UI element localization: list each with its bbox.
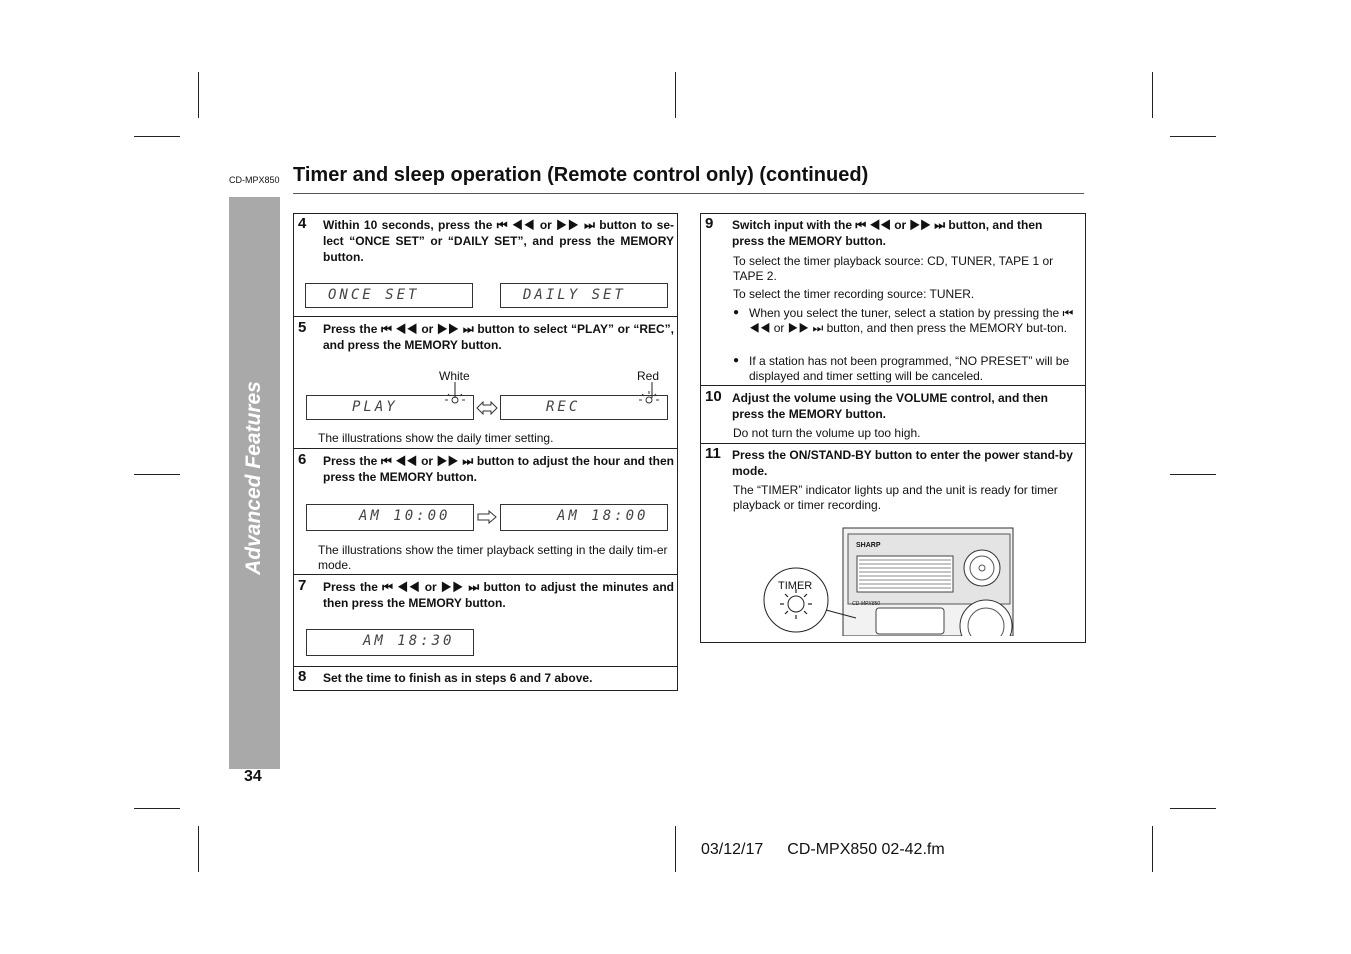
indicator-color-white: White xyxy=(439,369,470,383)
indicator-color-red: Red xyxy=(637,369,660,383)
lcd-am-1800 xyxy=(500,504,668,531)
crop-mark xyxy=(1170,474,1216,475)
crop-mark xyxy=(134,474,180,475)
step-divider xyxy=(293,666,678,667)
step-number: 6 xyxy=(298,451,307,468)
step-divider xyxy=(293,448,678,449)
step-10 xyxy=(705,388,1082,428)
step-6-note: The illustrations show the timer playback setting in the daily tim-er mode. xyxy=(318,543,668,572)
crop-mark xyxy=(134,136,180,137)
step-11 xyxy=(705,445,1082,485)
lcd-daily-set xyxy=(500,283,668,308)
crop-mark xyxy=(675,72,676,118)
step-5 xyxy=(298,319,674,359)
lcd-am-1000 xyxy=(306,504,474,531)
step-10-note: Do not turn the volume up too high. xyxy=(733,426,921,440)
step-9 xyxy=(705,215,1082,255)
step-instruction: Set the time to finish as in steps 6 and 7 above. xyxy=(323,671,593,685)
step-number: 10 xyxy=(705,388,722,405)
step-instruction: Within 10 seconds, press the ⏮ ◀◀ or ▶▶ ⏭ button to se-lect “ONCE SET” or “DAILY SET”, and press the MEMORY button. xyxy=(323,218,674,264)
page-title: Timer and sleep operation (Remote control only) (continued) xyxy=(293,164,869,186)
device-model-label: CD-MPX850 xyxy=(852,601,881,607)
step-instruction: Press the ⏮ ◀◀ or ▶▶ ⏭ button to select “PLAY” or “REC”, and press the MEMORY button. xyxy=(323,322,674,352)
switch-arrow-icon xyxy=(476,401,498,415)
step-instruction: Press the ⏮ ◀◀ or ▶▶ ⏭ button to adjust the hour and then press the MEMORY button. xyxy=(323,454,674,484)
crop-mark xyxy=(198,826,199,872)
crop-mark xyxy=(134,808,180,809)
lcd-text: AM 10:00 xyxy=(359,508,451,524)
step-number: 11 xyxy=(705,445,721,462)
pointer-lines xyxy=(440,382,670,400)
device-illustration xyxy=(760,526,1016,636)
step-9-playback-source: To select the timer playback source: CD, TUNER, TAPE 1 or TAPE 2. xyxy=(733,254,1054,283)
step-number: 4 xyxy=(298,215,307,232)
crop-mark xyxy=(1152,72,1153,118)
lcd-am-1830 xyxy=(306,629,474,656)
page-number: 34 xyxy=(244,768,262,785)
crop-mark xyxy=(198,72,199,118)
crop-mark xyxy=(675,826,676,872)
step-divider xyxy=(700,443,1086,444)
footer-file: CD-MPX850 02-42.fm xyxy=(787,841,945,858)
lcd-once-set xyxy=(305,283,473,308)
title-divider xyxy=(293,193,1084,194)
step-9-bullet-no-preset: ● If a station has not been programmed, “NO PRESET” will be displayed and timer setting will be canceled. xyxy=(733,354,1082,383)
step-divider xyxy=(293,316,678,317)
step-instruction: Switch input with the ⏮ ◀◀ or ▶▶ ⏭ button, and then press the MEMORY button. xyxy=(732,218,1043,248)
print-footer xyxy=(701,841,945,859)
step-divider xyxy=(293,574,678,575)
footer-date: 03/12/17 xyxy=(701,841,764,858)
step-11-note: The “TIMER” indicator lights up and the unit is ready for timer playback or timer recording. xyxy=(733,483,1058,512)
timer-indicator-label: TIMER xyxy=(778,580,813,592)
step-number: 5 xyxy=(298,319,307,336)
step-number: 9 xyxy=(705,215,714,232)
lcd-text: PLAY xyxy=(352,399,398,415)
step-number: 7 xyxy=(298,577,307,594)
crop-mark xyxy=(1152,826,1153,872)
step-number: 8 xyxy=(298,668,307,685)
step-instruction: Press the ⏮ ◀◀ or ▶▶ ⏭ button to adjust the minutes and then press the MEMORY button. xyxy=(323,580,674,610)
crop-mark xyxy=(1170,136,1216,137)
lcd-text: AM 18:30 xyxy=(363,633,455,649)
step-divider xyxy=(700,385,1086,386)
brand-logo: SHARP xyxy=(856,542,881,549)
section-label: Advanced Features xyxy=(242,381,265,575)
step-5-note: The illustrations show the daily timer setting. xyxy=(318,431,554,445)
lcd-text: ONCE SET xyxy=(328,287,420,303)
crop-mark xyxy=(1170,808,1216,809)
step-instruction: Press the ON/STAND-BY button to enter the power stand-by mode. xyxy=(732,448,1073,478)
step-9-recording-source: To select the timer recording source: TUNER. xyxy=(733,287,975,301)
model-code: CD-MPX850 xyxy=(229,175,280,185)
step-9-bullet-tuner: ● When you select the tuner, select a station by pressing the ⏮ ◀◀ or ▶▶ ⏭ button, and then press the MEMORY but-ton. xyxy=(733,306,1082,335)
step-8 xyxy=(298,668,674,688)
next-arrow-icon xyxy=(477,510,497,524)
step-6 xyxy=(298,451,674,491)
lcd-text: AM 18:00 xyxy=(557,508,649,524)
lcd-text: DAILY SET xyxy=(523,287,626,303)
step-instruction: Adjust the volume using the VOLUME control, and then press the MEMORY button. xyxy=(732,391,1049,421)
step-7 xyxy=(298,577,674,617)
lcd-text: REC xyxy=(546,399,581,415)
